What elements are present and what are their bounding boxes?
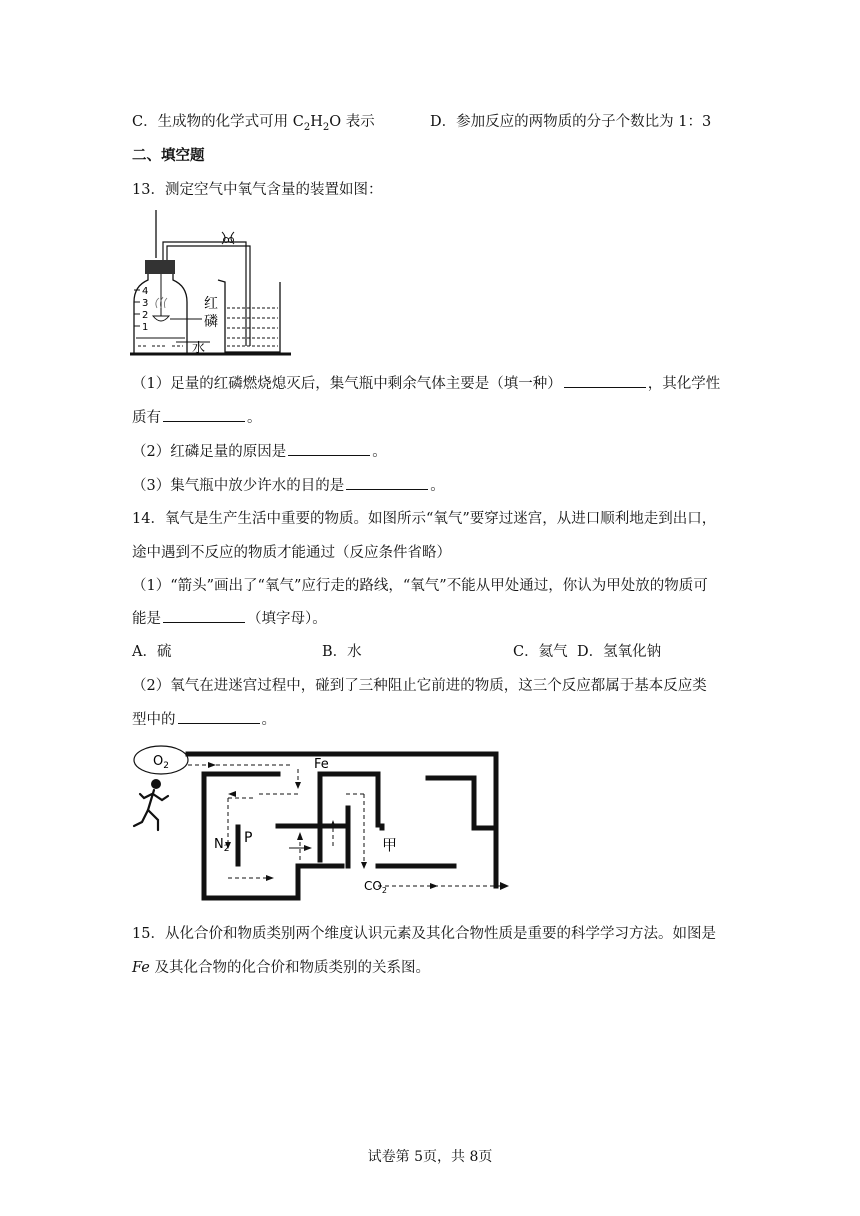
q14-option-d: D．氢氧化钠 [577,644,662,660]
answer-blank[interactable] [564,373,646,388]
label-o2: $O_2$ [153,754,169,771]
label-jia: 甲 [382,836,398,854]
label-fe: Fe [314,757,329,772]
question-14-stem-2: 途中遇到不反应的物质才能通过（反应条件省略） [132,545,451,561]
page-footer: 试卷第 5页，共 8页 [367,1149,493,1165]
q14-part1-line2: 能是 （填字母）。 [132,608,327,629]
q13-part2: （2）红磷足量的原因是 。 [132,441,387,462]
question-15-stem-1: 15．从化合价和物质类别两个维度认识元素及其化合物性质是重要的科学学习方法。如图是 [132,926,716,942]
question-15-stem-2: Fe 及其化合物的化合价和物质类别的关系图。 [132,960,430,976]
scale-label: 3 [142,298,149,309]
q14-part2-line1: （2）氧气在进迷宫过程中，碰到了三种阻止它前进的物质，这三个反应都属于基本反应类 [132,678,707,694]
label-n2: $N_2$ [214,837,230,854]
label-red-phosphorus-2: 磷 [204,314,218,330]
label-water: 水 [192,341,206,356]
question-14-stem-1: 14．氧气是生产生活中重要的物质。如图所示“氧气”要穿过迷宫，从进口顺利地走到出口， [132,511,717,527]
answer-blank[interactable] [288,441,370,456]
option-c: C．生成物的化学式可用 $C_2H_2O$ 表示 [132,114,375,133]
section-heading: 二、填空题 [132,148,205,164]
scale-label: 1 [142,322,149,333]
q13-part1-line1: （1）足量的红磷燃烧熄灭后，集气瓶中剩余气体主要是（填一种） ，其化学性 [132,373,720,394]
answer-blank[interactable] [163,608,245,623]
q14-option-a: A．硫 [132,644,172,660]
q13-part3: （3）集气瓶中放少许水的目的是 。 [132,475,445,496]
q14-option-c: C．氦气 [513,644,568,660]
question-13-stem: 13．测定空气中氧气含量的装置如图： [132,182,383,198]
runner-icon [134,779,168,830]
q14-option-b: B．水 [322,644,362,660]
option-d: D．参加反应的两物质的分子个数比为 1：3 [430,114,712,130]
q14-part1-line1: （1）“箭头”画出了“氧气”应行走的路线，“氧气”不能从甲处通过，你认为甲处放的物质可 [132,578,708,594]
answer-blank[interactable] [346,475,428,490]
scale-label: 4 [142,286,149,297]
label-p: P [244,830,253,846]
label-co2: $CO_2$ [364,879,387,895]
oxygen-maze-figure [128,742,512,906]
answer-blank[interactable] [178,709,260,724]
label-red-phosphorus-1: 红 [204,296,218,312]
q13-part1-line2: 质有 。 [132,407,262,428]
oxygen-apparatus-figure [130,210,295,358]
scale-label: 2 [142,310,149,321]
q14-part2-line2: 型中的 。 [132,709,276,730]
answer-blank[interactable] [163,407,245,422]
